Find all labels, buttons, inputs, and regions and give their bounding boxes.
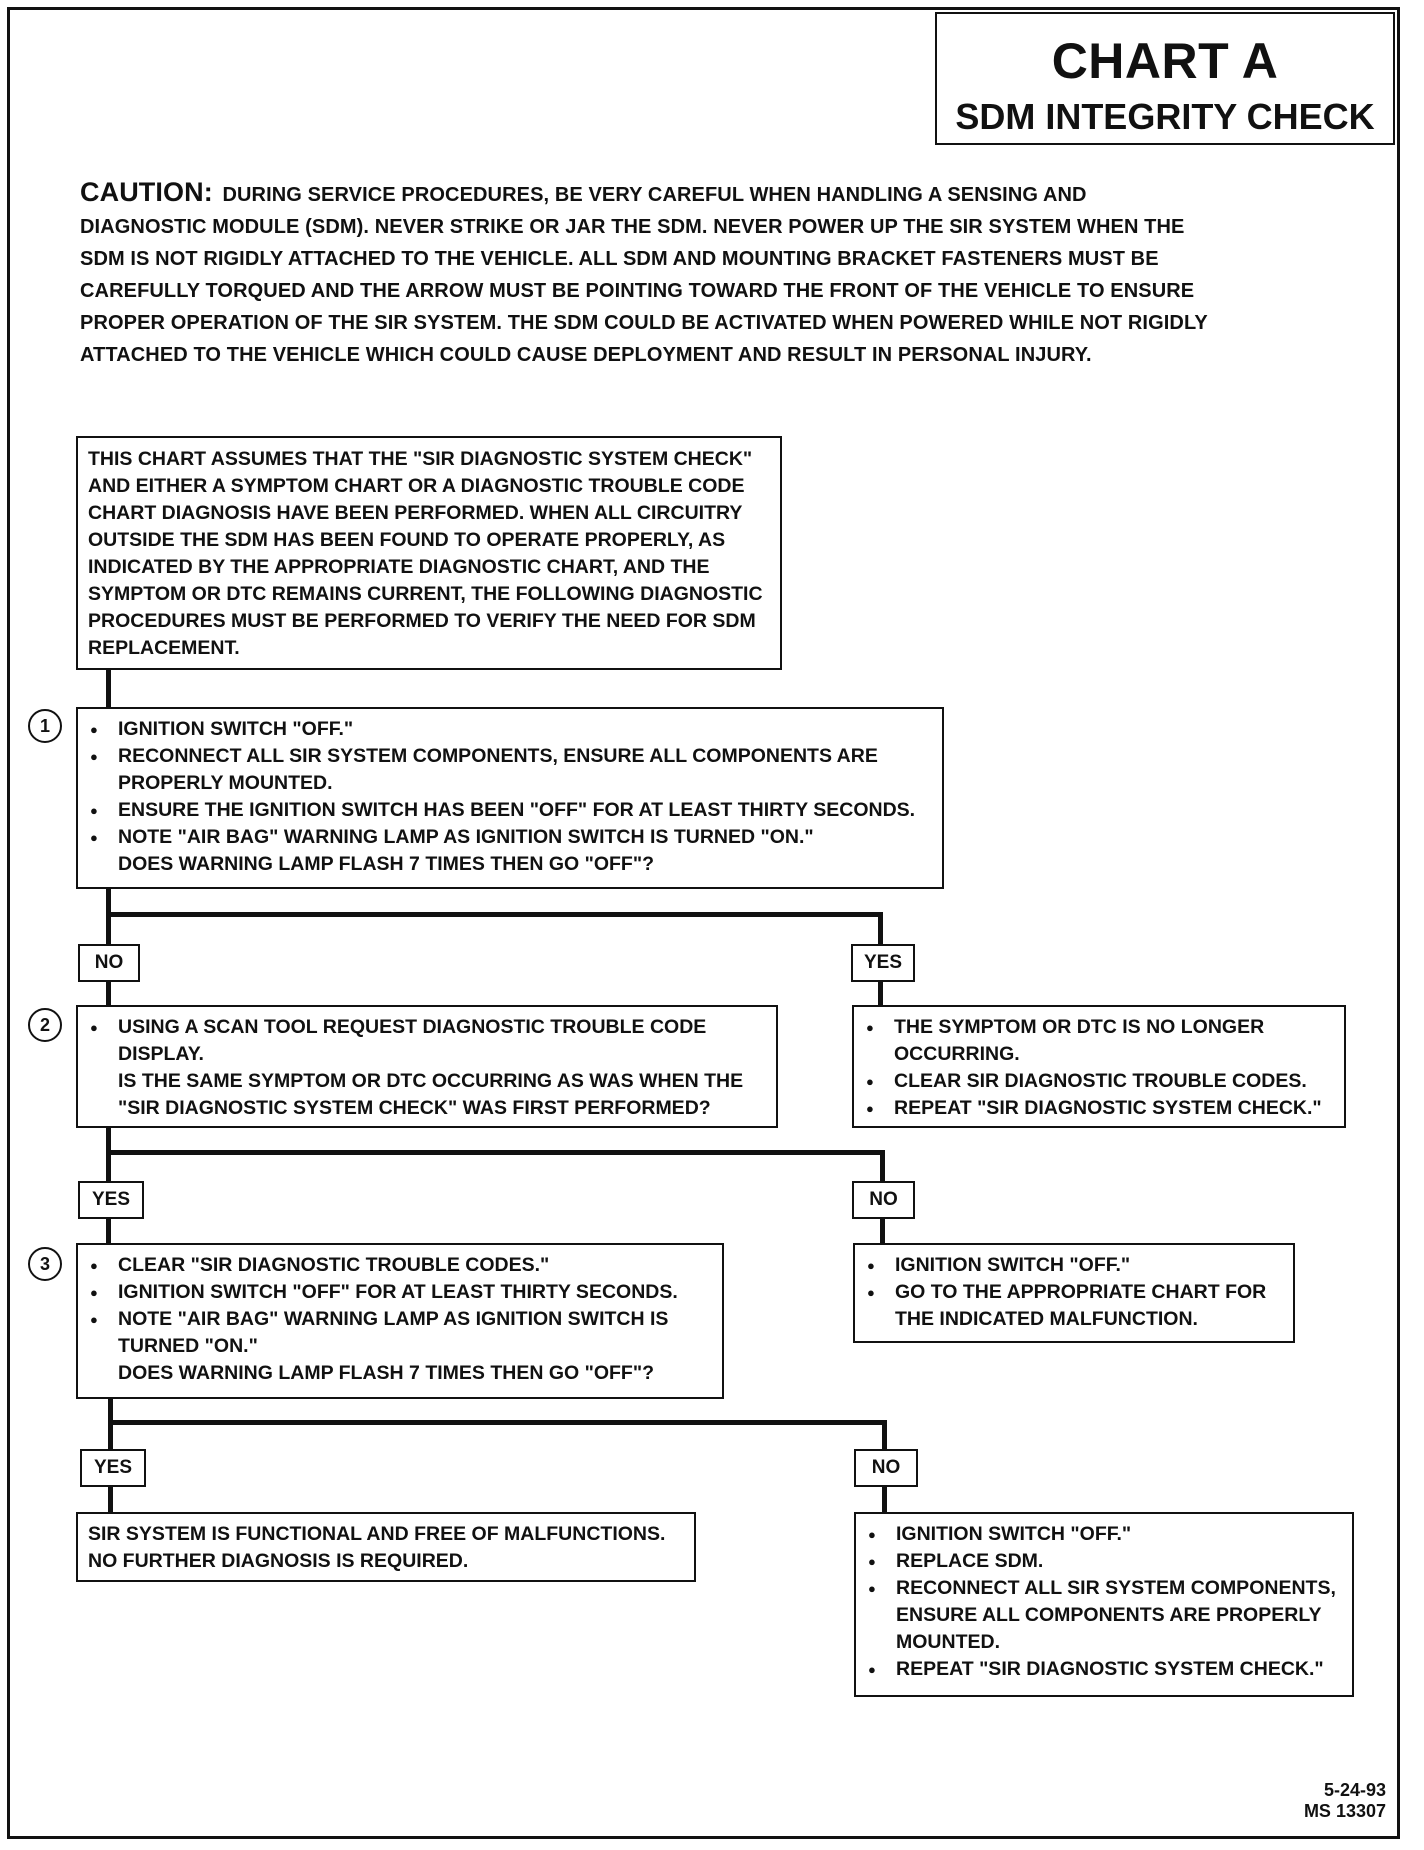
- step-1-box: [76, 707, 944, 889]
- intro-box: [76, 436, 782, 670]
- step-3-item: ● NOTE "AIR BAG" WARNING LAMP AS IGNITION SWITCH IS TURNED "ON.": [88, 1306, 712, 1360]
- step-3-item: ● CLEAR "SIR DIAGNOSTIC TROUBLE CODES.": [88, 1252, 712, 1279]
- step-2-yes-item: ● REPEAT "SIR DIAGNOSTIC SYSTEM CHECK.": [864, 1095, 1334, 1122]
- step-1-yes-label: YES: [851, 944, 915, 982]
- step-2-list: [88, 1014, 766, 1068]
- final-no-item: ● REPLACE SDM.: [866, 1548, 1342, 1575]
- step-1-item: ● ENSURE THE IGNITION SWITCH HAS BEEN "OFF" FOR AT LEAST THIRTY SECONDS.: [88, 797, 932, 824]
- step-3-box: [76, 1243, 724, 1399]
- step-3-no-label: NO: [854, 1449, 918, 1487]
- chart-title-box: [935, 12, 1395, 145]
- step-2-yes-list: [864, 1014, 1334, 1122]
- step-2-yes-box: [852, 1005, 1346, 1128]
- step-2-box: [76, 1005, 778, 1128]
- step-2-yes-label: YES: [78, 1181, 144, 1219]
- step-3-no-box: [853, 1243, 1295, 1343]
- step-1-item: ● RECONNECT ALL SIR SYSTEM COMPONENTS, ENSURE ALL COMPONENTS ARE PROPERLY MOUNTED.: [88, 743, 932, 797]
- connector-line: [878, 982, 883, 1006]
- final-yes-box: [76, 1512, 696, 1582]
- step-2-marker: 2: [28, 1008, 62, 1042]
- connector-line: [108, 1487, 113, 1513]
- step-3-no-item: ● IGNITION SWITCH "OFF.": [865, 1252, 1283, 1279]
- connector-line: [880, 1219, 885, 1244]
- step-2-yes-item: ● CLEAR SIR DIAGNOSTIC TROUBLE CODES.: [864, 1068, 1334, 1095]
- connector-line: [106, 668, 111, 708]
- caution-text: [80, 176, 1210, 371]
- step-2-question: IS THE SAME SYMPTOM OR DTC OCCURRING AS WAS WHEN THE "SIR DIAGNOSTIC SYSTEM CHECK" WAS FIRST PERFORMED?: [118, 1070, 744, 1119]
- step-1-marker: 1: [28, 709, 62, 743]
- step-1-item: ● NOTE "AIR BAG" WARNING LAMP AS IGNITION SWITCH IS TURNED "ON.": [88, 824, 932, 851]
- final-no-item: ● RECONNECT ALL SIR SYSTEM COMPONENTS, ENSURE ALL COMPONENTS ARE PROPERLY MOUNTED.: [866, 1575, 1342, 1656]
- caution-label: CAUTION:: [80, 177, 213, 207]
- connector-line: [882, 1420, 887, 1449]
- step-3-no-item: ● GO TO THE APPROPRIATE CHART FOR THE INDICATED MALFUNCTION.: [865, 1279, 1283, 1333]
- connector-line: [880, 1150, 885, 1181]
- step-1-list: [88, 716, 932, 851]
- step-2-no-label: NO: [852, 1181, 915, 1219]
- chart-subtitle: SDM INTEGRITY CHECK: [955, 96, 1375, 137]
- final-no-list: [866, 1521, 1342, 1683]
- intro-text: THIS CHART ASSUMES THAT THE "SIR DIAGNOSTIC SYSTEM CHECK" AND EITHER A SYMPTOM CHART OR A DIAGNOSTIC TROUBLE CODE CHART DIAGNOSIS HAVE BEEN PERFORMED. WHEN ALL CIRCUITRY OUTSIDE THE SDM HAS BEEN FOUND TO OPERATE PROPERLY, AS INDICATED BY THE APPROPRIATE DIAGNOSTIC CHART, AND THE SYMPTOM OR DTC REMAINS CURRENT, THE FOLLOWING DIAGNOSTIC PROCEDURES MUST BE PERFORMED TO VERIFY THE NEED FOR SDM REPLACEMENT.: [88, 448, 763, 659]
- step-3-list: [88, 1252, 712, 1360]
- footer-code: MS 13307: [1303, 1801, 1386, 1821]
- final-yes-text: SIR SYSTEM IS FUNCTIONAL AND FREE OF MALFUNCTIONS. NO FURTHER DIAGNOSIS IS REQUIRED.: [88, 1523, 666, 1572]
- final-no-item: ● IGNITION SWITCH "OFF.": [866, 1521, 1342, 1548]
- step-3-marker: 3: [28, 1247, 62, 1281]
- step-3-question: DOES WARNING LAMP FLASH 7 TIMES THEN GO "OFF"?: [118, 1362, 654, 1384]
- step-2-yes-item: ● THE SYMPTOM OR DTC IS NO LONGER OCCURRING.: [864, 1014, 1334, 1068]
- footer-date: 5-24-93: [1323, 1780, 1386, 1800]
- chart-title: CHART A: [1051, 33, 1279, 89]
- connector-line: [106, 982, 111, 1006]
- step-3-no-list: [865, 1252, 1283, 1333]
- connector-line: [878, 912, 883, 944]
- step-2-item: ● USING A SCAN TOOL REQUEST DIAGNOSTIC TROUBLE CODE DISPLAY.: [88, 1014, 766, 1068]
- step-1-no-label: NO: [78, 944, 140, 982]
- step-3-item: ● IGNITION SWITCH "OFF" FOR AT LEAST THIRTY SECONDS.: [88, 1279, 712, 1306]
- step-3-yes-label: YES: [80, 1449, 146, 1487]
- step-1-question: DOES WARNING LAMP FLASH 7 TIMES THEN GO "OFF"?: [118, 853, 654, 875]
- final-no-box: [854, 1512, 1354, 1697]
- connector-line: [108, 1420, 886, 1425]
- final-no-item: ● REPEAT "SIR DIAGNOSTIC SYSTEM CHECK.": [866, 1656, 1342, 1683]
- footer: [1304, 1780, 1386, 1822]
- connector-line: [106, 1219, 111, 1244]
- step-1-item: ● IGNITION SWITCH "OFF.": [88, 716, 932, 743]
- connector-line: [106, 1150, 884, 1155]
- connector-line: [882, 1487, 887, 1513]
- connector-line: [106, 912, 882, 917]
- caution-body: DURING SERVICE PROCEDURES, BE VERY CAREFUL WHEN HANDLING A SENSING AND DIAGNOSTIC MODULE (SDM). NEVER STRIKE OR JAR THE SDM. NEVER POWER UP THE SIR SYSTEM WHEN THE SDM IS NOT RIGIDLY ATTACHED TO THE VEHICLE. ALL SDM AND MOUNTING BRACKET FASTENERS MUST BE CAREFULLY TORQUED AND THE ARROW MUST BE POINTING TOWARD THE FRONT OF THE VEHICLE TO ENSURE PROPER OPERATION OF THE SIR SYSTEM. THE SDM COULD BE ACTIVATED WHEN POWERED WHILE NOT RIGIDLY ATTACHED TO THE VEHICLE WHICH COULD CAUSE DEPLOYMENT AND RESULT IN PERSONAL INJURY.: [80, 184, 1208, 366]
